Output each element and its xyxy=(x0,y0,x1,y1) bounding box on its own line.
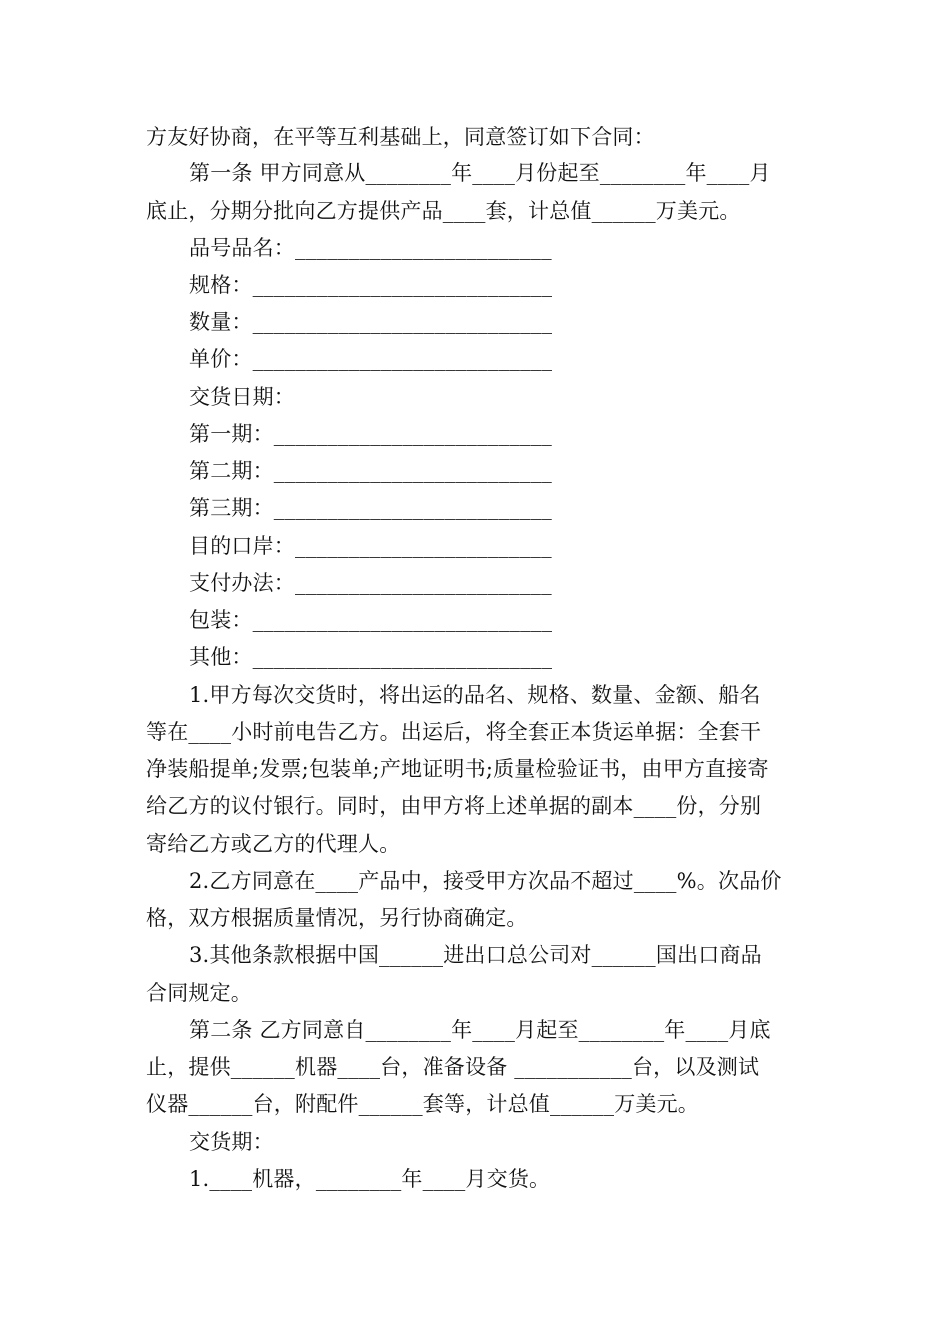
article-two-line-3: 仪器______台，附配件______套等，计总值______万美元。 xyxy=(146,1092,699,1116)
field-phase-one: 第一期：__________________________ xyxy=(189,422,552,446)
field-product-name: 品号品名：________________________ xyxy=(189,236,552,260)
article-one-line-1: 第一条 甲方同意从________年____月份起至________年____月 xyxy=(189,161,771,185)
clause-1-line-4: 给乙方的议付银行。同时，由甲方将上述单据的副本____份，分别 xyxy=(146,794,762,818)
clause-1-line-3: 净装船提单;发票;包装单;产地证明书;质量检验证书，由甲方直接寄 xyxy=(146,757,769,781)
field-unit-price: 单价：____________________________ xyxy=(189,347,553,371)
field-specification: 规格：____________________________ xyxy=(189,273,553,297)
field-quantity: 数量：____________________________ xyxy=(189,310,553,334)
field-packaging: 包装：____________________________ xyxy=(189,608,553,632)
article-two-line-2: 止，提供______机器____台，准备设备 ___________台，以及测试 xyxy=(146,1055,760,1079)
clause-1-line-5: 寄给乙方或乙方的代理人。 xyxy=(146,832,401,856)
clause-2-line-2: 格，双方根据质量情况，另行协商确定。 xyxy=(146,906,528,930)
field-destination-port: 目的口岸：________________________ xyxy=(189,534,552,558)
clause-3-line-2: 合同规定。 xyxy=(146,981,252,1005)
delivery-period-heading: 交货期： xyxy=(189,1130,274,1154)
field-phase-three: 第三期：__________________________ xyxy=(189,496,552,520)
field-phase-two: 第二期：__________________________ xyxy=(189,459,552,483)
field-payment-method: 支付办法：________________________ xyxy=(189,571,552,595)
clause-3-line-1: 3.其他条款根据中国______进出口总公司对______国出口商品 xyxy=(189,943,762,967)
contract-intro-line: 方友好协商，在平等互利基础上，同意签订如下合同： xyxy=(146,125,655,149)
article-two-line-1: 第二条 乙方同意自________年____月起至________年____月底 xyxy=(189,1018,771,1042)
clause-1-line-2: 等在____小时前电告乙方。出运后，将全套正本货运单据：全套干 xyxy=(146,720,762,744)
clause-1-line-1: 1.甲方每次交货时，将出运的品名、规格、数量、金额、船名 xyxy=(189,683,761,707)
delivery-item-1: 1.____机器，________年____月交货。 xyxy=(189,1167,551,1191)
field-other: 其他：____________________________ xyxy=(189,645,553,669)
article-one-line-2: 底止，分期分批向乙方提供产品____套，计总值______万美元。 xyxy=(146,199,741,223)
field-delivery-date: 交货日期： xyxy=(189,385,295,409)
clause-2-line-1: 2.乙方同意在____产品中，接受甲方次品不超过____%。次品价 xyxy=(189,869,782,893)
